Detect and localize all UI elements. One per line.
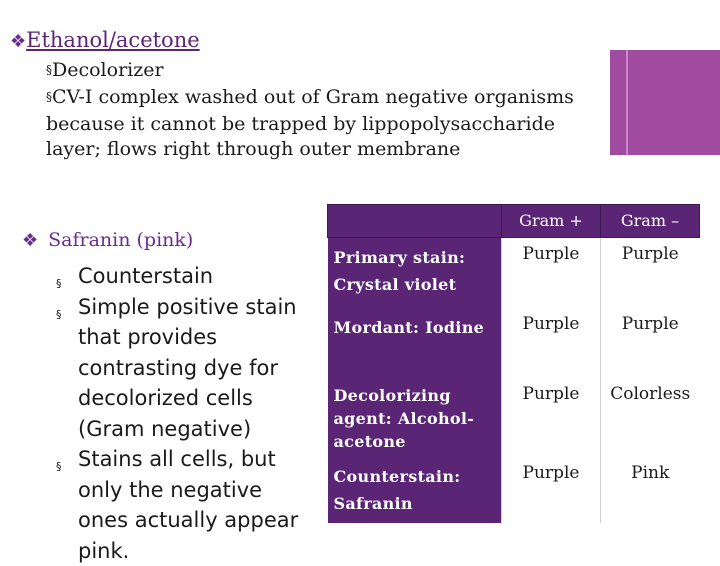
safranin-item-text: Simple positive stain that provides contrasting dye for decolorized cells (Gram negative) bbox=[78, 294, 297, 441]
cell-gram-positive: Purple bbox=[502, 238, 601, 309]
decorative-line bbox=[626, 50, 628, 155]
cell-gram-positive: Purple bbox=[502, 378, 601, 457]
cell-gram-negative: Pink bbox=[601, 457, 700, 523]
square-bullet-icon: § bbox=[56, 277, 62, 290]
table-row bbox=[328, 378, 700, 457]
safranin-title: Safranin (pink) bbox=[48, 229, 194, 251]
safranin-heading bbox=[22, 229, 193, 251]
row-label: Mordant: Iodine bbox=[328, 308, 502, 378]
table-header-gram-positive: Gram + bbox=[502, 205, 601, 238]
list-item bbox=[46, 85, 606, 162]
safranin-item-text: Stains all cells, but only the negative ones actually appear pink. bbox=[78, 447, 299, 563]
row-label: Primary stain: Crystal violet bbox=[328, 238, 502, 309]
diamond-bullet-icon: ❖ bbox=[22, 230, 39, 251]
list-item bbox=[56, 444, 318, 566]
ethanol-item-text: Decolorizer bbox=[52, 59, 164, 81]
table-header-blank bbox=[328, 205, 502, 238]
list-item bbox=[46, 58, 606, 85]
list-item bbox=[56, 292, 318, 445]
square-bullet-icon: § bbox=[46, 63, 52, 77]
table-row bbox=[328, 308, 700, 378]
table-row bbox=[328, 457, 700, 523]
square-bullet-icon: § bbox=[46, 90, 52, 104]
square-bullet-icon: § bbox=[56, 307, 62, 321]
ethanol-heading bbox=[10, 28, 200, 52]
cell-gram-positive: Purple bbox=[502, 308, 601, 378]
ethanol-bullet-list bbox=[46, 58, 606, 162]
cell-gram-negative: Colorless bbox=[601, 378, 700, 457]
safranin-bullet-list bbox=[56, 261, 318, 566]
table-header-gram-negative: Gram – bbox=[601, 205, 700, 238]
row-label: Counterstain: Safranin bbox=[328, 457, 502, 523]
cell-gram-positive: Purple bbox=[502, 457, 601, 523]
list-item bbox=[56, 261, 318, 292]
cell-gram-negative: Purple bbox=[601, 238, 700, 309]
gram-stain-table bbox=[327, 204, 700, 523]
ethanol-title: Ethanol/acetone bbox=[26, 28, 200, 52]
ethanol-item-text: CV-I complex washed out of Gram negative organisms because it cannot be trapped by lippopolysaccharide layer; flows right through outer membrane bbox=[46, 86, 574, 160]
safranin-item-text: Counterstain bbox=[78, 264, 214, 288]
row-label: Decolorizing agent: Alcohol-acetone bbox=[328, 378, 502, 457]
diamond-bullet-icon: ❖ bbox=[10, 31, 27, 52]
table-row bbox=[328, 238, 700, 309]
square-bullet-icon: § bbox=[56, 460, 62, 473]
cell-gram-negative: Purple bbox=[601, 308, 700, 378]
table-header-row bbox=[328, 205, 700, 238]
